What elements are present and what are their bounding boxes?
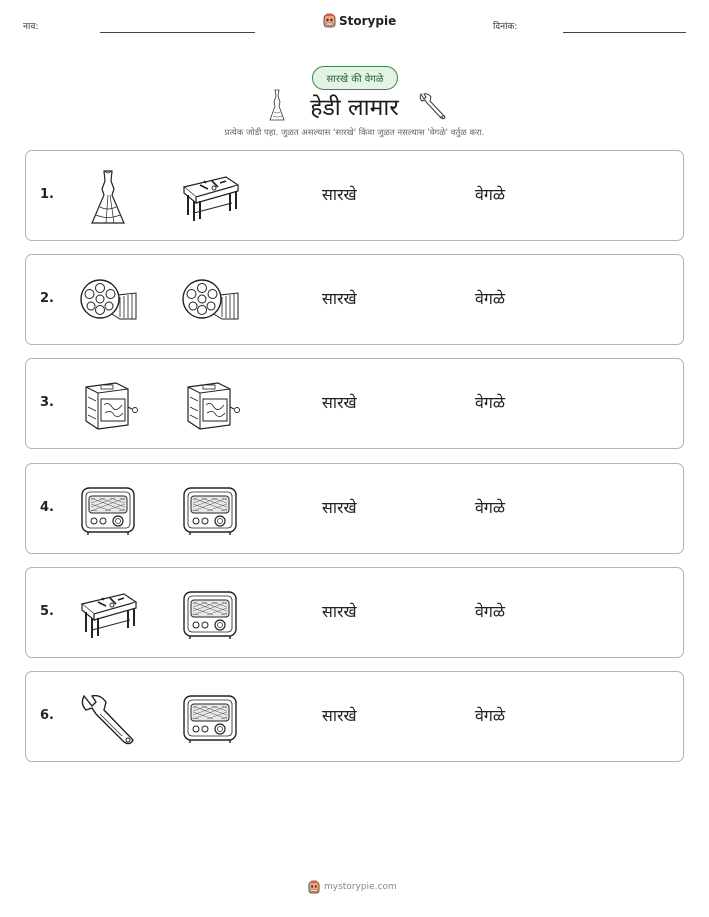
music-box-icon xyxy=(78,375,138,435)
radio-icon xyxy=(180,584,240,644)
same-option[interactable]: सारखे xyxy=(322,185,357,204)
radio-icon xyxy=(78,480,138,540)
radio-icon xyxy=(180,688,240,748)
pair-row xyxy=(25,254,684,345)
row-number: 2. xyxy=(40,291,54,306)
wrench-icon xyxy=(417,90,447,122)
row-number: 1. xyxy=(40,187,54,202)
brand-name: Storypie xyxy=(339,13,397,28)
different-option[interactable]: वेगळे xyxy=(475,498,506,517)
row-number: 5. xyxy=(40,604,54,619)
same-option[interactable]: सारखे xyxy=(322,706,357,725)
same-option[interactable]: सारखे xyxy=(322,602,357,621)
page-title: हेडी लामार xyxy=(310,95,399,121)
row-number: 6. xyxy=(40,708,54,723)
different-option[interactable]: वेगळे xyxy=(475,289,506,308)
footer xyxy=(308,880,397,894)
music-box-icon xyxy=(180,375,240,435)
brand-logo xyxy=(323,13,396,28)
workbench-icon xyxy=(180,167,240,227)
different-option[interactable]: वेगळे xyxy=(475,185,506,204)
activity-badge: सारखे की वेगळे xyxy=(312,66,398,90)
pair-row xyxy=(25,463,684,554)
footer-website: mystorypie.com xyxy=(324,882,397,892)
name-line[interactable] xyxy=(100,32,255,33)
row-number: 4. xyxy=(40,500,54,515)
name-label: नाव: xyxy=(23,22,39,32)
radio-icon xyxy=(180,480,240,540)
different-option[interactable]: वेगळे xyxy=(475,706,506,725)
storypie-mascot-icon xyxy=(308,880,320,894)
different-option[interactable]: वेगळे xyxy=(475,602,506,621)
same-option[interactable]: सारखे xyxy=(322,393,357,412)
film-reel-icon xyxy=(180,271,240,331)
same-option[interactable]: सारखे xyxy=(322,498,357,517)
pair-row xyxy=(25,671,684,762)
pair-row xyxy=(25,358,684,449)
different-option[interactable]: वेगळे xyxy=(475,393,506,412)
workbench-icon xyxy=(78,584,138,644)
pair-row xyxy=(25,150,684,241)
row-number: 3. xyxy=(40,395,54,410)
instruction-text: प्रत्येक जोडी पहा. जुळत असल्यास 'सारखे' किंवा जुळत नसल्यास 'वेगळे' वर्तुळ करा. xyxy=(224,128,485,138)
same-option[interactable]: सारखे xyxy=(322,289,357,308)
pair-row xyxy=(25,567,684,658)
film-reel-icon xyxy=(78,271,138,331)
storypie-mascot-icon xyxy=(323,13,336,28)
date-line[interactable] xyxy=(563,32,686,33)
wrench-icon xyxy=(78,688,138,748)
date-label: दिनांक: xyxy=(493,22,518,32)
gown-icon xyxy=(78,167,138,227)
